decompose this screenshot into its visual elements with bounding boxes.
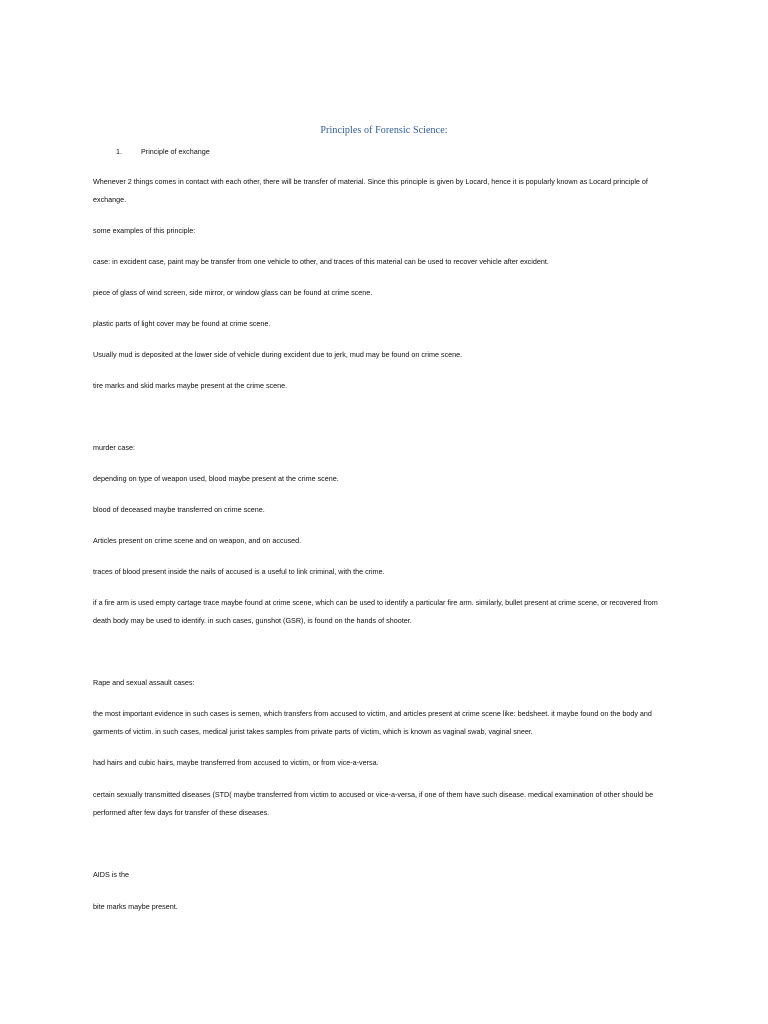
paragraph-mud: Usually mud is deposited at the lower side of vehicle during excident due to jerk, mud may be found on crime scene. (93, 350, 463, 359)
paragraph-plastic-parts: plastic parts of light cover may be found at crime scene. (93, 319, 271, 328)
paragraph-rape-cases: Rape and sexual assault cases: (93, 678, 195, 687)
paragraph-semen-evidence: the most important evidence in such cases is semen, which transfers from accused to victim, and articles present at crime scene like: bedsheet. it maybe found on the body and garments of victim. in such cases, medical jurist takes samples from private parts of victim, which is known as vaginal swab, vaginal sneer. (93, 709, 652, 736)
paragraph-tire-marks: tire marks and skid marks maybe present at the crime scene. (93, 381, 288, 390)
paragraph-fire-arm: if a fire arm is used empty cartage trace maybe found at crime scene, which can be used to identify a particular fire arm. similarly, bullet present at crime scene, or recovered from death body may be used to identify. in such cases, gunshot (GSR), is found on the hands of shooter. (93, 598, 658, 625)
page-title: Principles of Forensic Science: (320, 125, 448, 136)
paragraph-locard-principle: Whenever 2 things comes in contact with each other, there will be transfer of material. Since this principle is given by Locard, hence it is popularly known as Locard principle of exchange. (93, 177, 648, 204)
numbered-list-item (116, 147, 210, 156)
paragraph-weapon-blood: depending on type of weapon used, blood maybe present at the crime scene. (93, 474, 339, 483)
paragraph-std: certain sexually transmitted diseases (STD( maybe transferred from victim to accused or vice-a-versa, if one of them have such disease. medical examination of other should be performed after few days for transfer of these diseases. (93, 790, 654, 817)
paragraph-accident-case: case: in excident case, paint may be transfer from one vehicle to other, and traces of this material can be used to recover vehicle after excident. (93, 257, 549, 266)
paragraph-blood-deceased: blood of deceased maybe transferred on crime scene. (93, 505, 265, 514)
paragraph-articles: Articles present on crime scene and on weapon, and on accused. (93, 536, 302, 545)
list-number: 1. (116, 147, 122, 156)
paragraph-aids: AIDS is the (93, 870, 129, 879)
paragraph-examples-heading: some examples of this principle: (93, 226, 196, 235)
paragraph-glass: piece of glass of wind screen, side mirror, or window glass can be found at crime scene. (93, 288, 373, 297)
list-item-label: Principle of exchange (141, 147, 210, 156)
paragraph-hairs: had hairs and cubic hairs, maybe transferred from accused to victim, or from vice-a-versa. (93, 758, 379, 767)
paragraph-bite-marks: bite marks maybe present. (93, 902, 178, 911)
paragraph-nails: traces of blood present inside the nails of accused is a useful to link criminal, with the crime. (93, 567, 385, 576)
paragraph-murder-case: murder case: (93, 443, 135, 452)
